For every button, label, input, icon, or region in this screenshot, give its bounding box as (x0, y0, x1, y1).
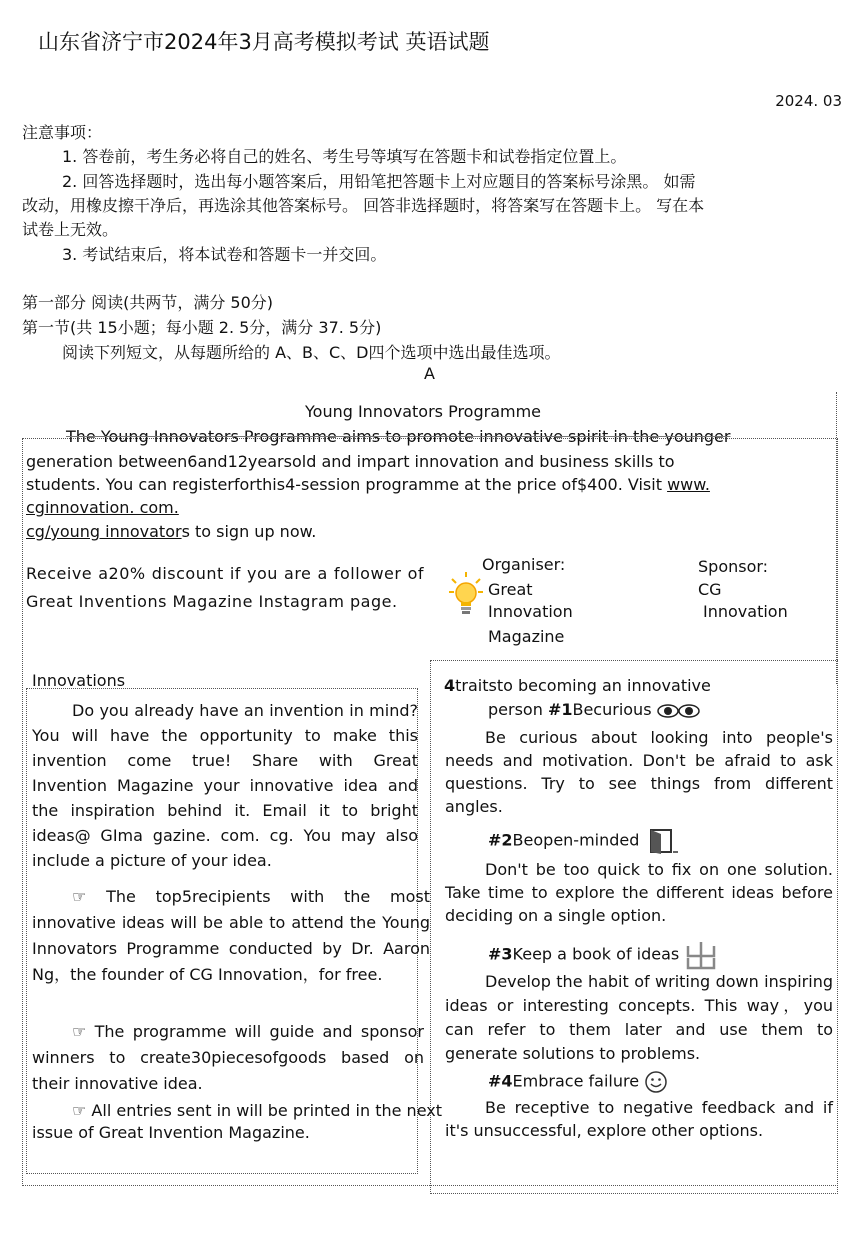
instruction: 阅读下列短文，从每题所给的 A、B、C、D四个选项中选出最佳选项。 (62, 343, 561, 362)
organiser-name-1: Great (488, 580, 533, 599)
organiser-name-2: Innovation (488, 602, 573, 621)
innovations-p1: Do you already have an invention in mind? You will have the opportunity to make this invention come true! Share with Great Invention Magazine your innovative idea and the inspiration behind it. Email it to bright ideas@ GIma gazine. com. cg. You may also include a picture of your idea. (32, 701, 418, 870)
sponsor-name-1: CG (698, 580, 722, 599)
passage-letter: A (424, 364, 435, 383)
door-icon (645, 828, 679, 854)
sponsor-label: Sponsor: (698, 557, 769, 576)
part-heading: 第一部分 阅读(共两节，满分 50分) (22, 293, 274, 312)
frame-right-edge (836, 392, 837, 684)
notice-item-2b: 改动，用橡皮擦干净后，再选涂其他答案标号。 回答非选择题时，将答案写在答题卡上。 写在本 (22, 196, 705, 215)
signup-link-part-1[interactable]: www. (667, 475, 710, 494)
smiley-icon (644, 1070, 668, 1094)
traits-heading (444, 676, 711, 695)
document-title: 山东省济宁市2024年3月高考模拟考试 英语试题 (38, 30, 490, 54)
trait-3-title: Keep a book of ideas (512, 944, 680, 964)
trait-2-title: Beopen-minded (512, 830, 640, 850)
organiser-name-3: Magazine (488, 627, 565, 646)
trait-1-heading (488, 700, 701, 719)
signup-link-part-3[interactable]: cg/young innovator (26, 522, 182, 541)
traits-heading-text: traitsto becoming an innovative (455, 676, 711, 695)
trait-2-heading (488, 828, 679, 854)
trait-3-heading (488, 940, 718, 970)
trait-4-body: Be receptive to negative feedback and if it's unsuccessful, explore other options. (445, 1098, 833, 1140)
intro-tail: s to sign up now. (181, 522, 317, 541)
innovations-p4: ☞ All entries sent in will be printed in the next issue of Great Invention Magazine. (32, 1101, 442, 1142)
intro-line-1: The Young Innovators Programme aims to promote innovative spirit in the younger (66, 427, 731, 446)
notice-heading: 注意事项： (22, 123, 103, 142)
innovations-heading: Innovations (32, 671, 126, 690)
traits-heading-line2: person (488, 700, 543, 719)
trait-3-body: Develop the habit of writing down inspiring ideas or interesting concepts. This way，you can refer to them later and use them to generate solutions to problems. (445, 972, 833, 1063)
trait-4-title: Embrace failure (512, 1071, 640, 1091)
eyes-icon (657, 703, 701, 719)
organiser-label: Organiser: (482, 555, 566, 574)
trait-1-body: Be curious about looking into people's needs and motivation. Don't be afraid to ask questions. Try to see things from different angles. (445, 728, 833, 816)
intro-line-2: generation between6and12yearsold and impart innovation and business skills to (26, 452, 675, 471)
notice-item-2a: 2. 回答选择题时，选出每小题答案后，用铅笔把答题卡上对应题目的答案标号涂黑。 如需 (62, 172, 696, 191)
notice-item-3: 3. 考试结束后，将本试卷和答题卡一并交回。 (62, 245, 387, 264)
passage-title: Young Innovators Programme (305, 402, 542, 421)
exam-date: 2024. 03 (775, 92, 842, 110)
trait-3-number: #3 (488, 944, 513, 964)
signup-link-part-2[interactable]: cginnovation. com. (26, 498, 179, 517)
innovations-p3: ☞ The programme will guide and sponsor winners to create30piecesofgoods based on their innovative idea. (32, 1022, 424, 1093)
innovations-p2: ☞ The top5recipients with the most innovative ideas will be able to attend the Young Innovators Programme conducted by Dr. Aaron Ng，the founder of CG Innovation，for free. (32, 887, 430, 984)
sponsor-name-2: Innovation (703, 602, 788, 621)
trait-4-heading (488, 1070, 668, 1094)
intro-line-5 (26, 522, 316, 541)
trait-1-title: Becurious (572, 700, 652, 719)
trait-2-number: #2 (488, 830, 513, 850)
intro-line-3 (26, 475, 710, 494)
trait-4-number: #4 (488, 1071, 513, 1091)
discount-text: Receive a20% discount if you are a follower of Great Inventions Magazine Instagram page. (26, 564, 424, 611)
trait-1-number: #1 (547, 700, 573, 719)
traits-heading-number: 4 (444, 676, 456, 695)
section-heading: 第一节(共 15小题；每小题 2. 5分，满分 37. 5分) (22, 318, 382, 337)
trait-2-body: Don't be too quick to fix on one solution. Take time to explore the different ideas before deciding on a single option. (445, 860, 833, 925)
intro-line-3-text: students. You can registerforthis4-session programme at the price of$400. Visit (26, 475, 662, 494)
notice-item-2c: 试卷上无效。 (22, 220, 119, 239)
book-icon (684, 940, 718, 970)
lightbulb-icon (448, 570, 484, 620)
notice-item-1: 1. 答卷前，考生务必将自己的姓名、考生号等填写在答题卡和试卷指定位置上。 (62, 147, 627, 166)
